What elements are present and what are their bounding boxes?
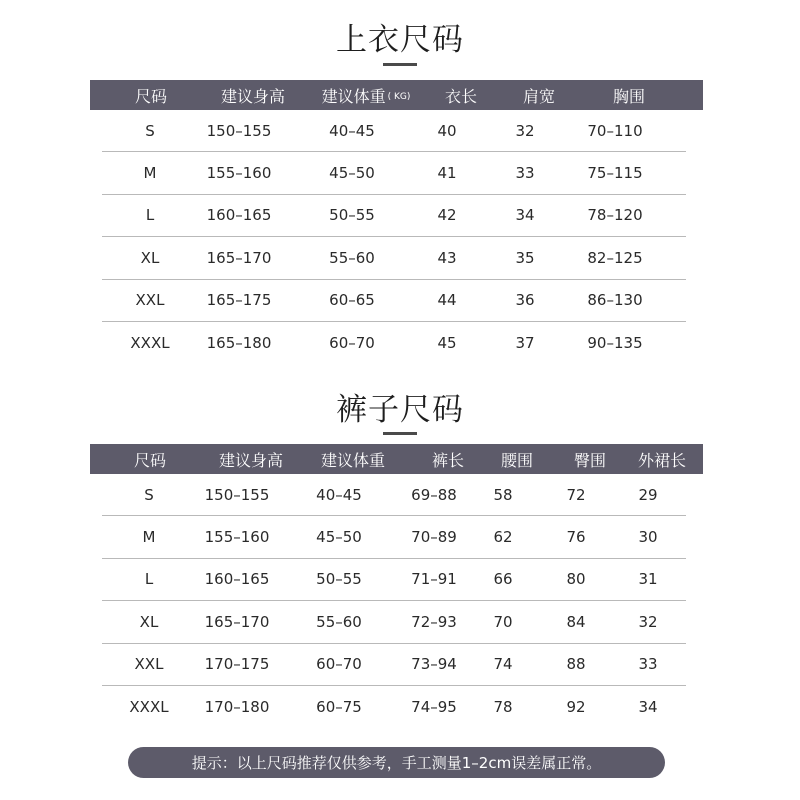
top-cell-weight: 40–45 <box>329 121 375 140</box>
bottom-cell-weight: 40–45 <box>316 485 362 504</box>
bottom-cell-length: 69–88 <box>411 485 457 504</box>
top-header-chest: 胸围 <box>612 86 645 106</box>
bottom-cell-hip: 84 <box>566 612 586 631</box>
bottom-cell-hip: 76 <box>566 528 586 547</box>
bottom-cell-hip: 88 <box>566 655 586 674</box>
top-cell-length: 45 <box>437 333 457 352</box>
top-cell-shoulder: 32 <box>515 121 535 140</box>
top-cell-size: XXL <box>135 291 165 310</box>
top-cell-height: 155–160 <box>206 164 272 183</box>
bottom-cell-skirt-length: 32 <box>638 612 658 631</box>
bottom-cell-waist: 66 <box>493 570 513 589</box>
top-cell-shoulder: 33 <box>515 164 535 183</box>
bottom-cell-height: 150–155 <box>204 485 270 504</box>
top-cell-size: M <box>143 164 157 183</box>
bottom-cell-length: 71–91 <box>411 570 457 589</box>
bottom-table-row <box>102 686 686 727</box>
top-cell-chest: 78–120 <box>587 206 643 225</box>
top-cell-chest: 86–130 <box>587 291 643 310</box>
top-table-row <box>102 152 686 194</box>
top-cell-weight: 60–70 <box>329 333 375 352</box>
top-table-row <box>102 280 686 322</box>
bottom-cell-weight: 45–50 <box>316 528 362 547</box>
top-cell-chest: 90–135 <box>587 333 643 352</box>
top-table-row <box>102 237 686 279</box>
top-cell-height: 150–155 <box>206 121 272 140</box>
top-header-weight-label: 建议体重 <box>321 86 386 106</box>
top-cell-height: 165–180 <box>206 333 272 352</box>
bottom-cell-hip: 92 <box>566 697 586 716</box>
top-header-length: 衣长 <box>444 86 477 106</box>
bottom-table-row <box>102 559 686 601</box>
bottom-cell-size: XXXL <box>129 697 169 716</box>
bottom-header-hip: 臀围 <box>573 450 606 470</box>
top-title-underline <box>383 63 417 66</box>
bottom-header-height: 建议身高 <box>218 450 283 470</box>
bottom-cell-height: 170–180 <box>204 697 270 716</box>
top-header-height: 建议身高 <box>220 86 285 106</box>
bottom-cell-length: 73–94 <box>411 655 457 674</box>
bottom-cell-waist: 70 <box>493 612 513 631</box>
bottom-header-weight: 建议体重 <box>320 450 385 470</box>
bottom-cell-hip: 72 <box>566 485 586 504</box>
top-header-weight <box>294 84 438 107</box>
top-cell-size: XL <box>140 248 160 267</box>
top-cell-shoulder: 36 <box>515 291 535 310</box>
top-cell-chest: 82–125 <box>587 248 643 267</box>
top-cell-chest: 75–115 <box>587 164 643 183</box>
top-table-row <box>102 110 686 152</box>
top-size-table <box>90 80 703 363</box>
top-cell-height: 165–170 <box>206 248 272 267</box>
bottom-cell-skirt-length: 29 <box>638 485 658 504</box>
top-cell-height: 160–165 <box>206 206 272 225</box>
bottom-cell-waist: 78 <box>493 697 513 716</box>
top-cell-weight: 55–60 <box>329 248 375 267</box>
bottom-cell-skirt-length: 33 <box>638 655 658 674</box>
top-cell-size: XXXL <box>130 333 170 352</box>
bottom-table-row <box>102 474 686 516</box>
bottom-cell-size: XL <box>139 612 159 631</box>
bottom-cell-weight: 60–75 <box>316 697 362 716</box>
top-cell-length: 43 <box>437 248 457 267</box>
top-section-title: 上衣尺码 <box>336 22 464 58</box>
bottom-table-row <box>102 601 686 643</box>
bottom-cell-length: 70–89 <box>411 528 457 547</box>
bottom-cell-weight: 50–55 <box>316 570 362 589</box>
bottom-cell-height: 155–160 <box>204 528 270 547</box>
top-cell-weight: 45–50 <box>329 164 375 183</box>
bottom-header-size: 尺码 <box>133 450 166 470</box>
bottom-cell-size: S <box>144 485 154 504</box>
bottom-table-header <box>90 444 703 474</box>
bottom-cell-size: L <box>144 570 154 589</box>
top-cell-size: S <box>145 121 155 140</box>
top-cell-weight: 60–65 <box>329 291 375 310</box>
top-cell-shoulder: 35 <box>515 248 535 267</box>
top-header-size: 尺码 <box>134 86 167 106</box>
top-cell-chest: 70–110 <box>587 121 643 140</box>
top-cell-weight: 50–55 <box>329 206 375 225</box>
bottom-cell-length: 72–93 <box>411 612 457 631</box>
size-tip-banner: 提示：以上尺码推荐仅供参考，手工测量1–2cm误差属正常。 <box>128 747 665 778</box>
bottom-cell-weight: 55–60 <box>316 612 362 631</box>
top-cell-height: 165–175 <box>206 291 272 310</box>
top-table-row <box>102 322 686 363</box>
top-header-weight-unit: ( KG) <box>387 92 411 102</box>
bottom-cell-waist: 58 <box>493 485 513 504</box>
bottom-cell-height: 170–175 <box>204 655 270 674</box>
bottom-cell-height: 165–170 <box>204 612 270 631</box>
top-table-body <box>90 110 703 363</box>
bottom-table-body <box>90 474 703 727</box>
top-cell-shoulder: 34 <box>515 206 535 225</box>
bottom-cell-weight: 60–70 <box>316 655 362 674</box>
bottom-cell-hip: 80 <box>566 570 586 589</box>
bottom-cell-skirt-length: 34 <box>638 697 658 716</box>
bottom-cell-skirt-length: 31 <box>638 570 658 589</box>
bottom-title-underline <box>383 432 417 435</box>
top-cell-shoulder: 37 <box>515 333 535 352</box>
bottom-cell-skirt-length: 30 <box>638 528 658 547</box>
top-cell-length: 40 <box>437 121 457 140</box>
bottom-header-waist: 腰围 <box>500 450 533 470</box>
bottom-cell-waist: 62 <box>493 528 513 547</box>
bottom-cell-length: 74–95 <box>411 697 457 716</box>
bottom-table-row <box>102 644 686 686</box>
top-cell-size: L <box>145 206 155 225</box>
top-cell-length: 42 <box>437 206 457 225</box>
top-table-header <box>90 80 703 110</box>
top-header-shoulder: 肩宽 <box>522 86 555 106</box>
bottom-cell-size: M <box>142 528 156 547</box>
bottom-header-skirt-length: 外裙长 <box>637 450 686 470</box>
bottom-cell-height: 160–165 <box>204 570 270 589</box>
bottom-section-title: 裤子尺码 <box>336 392 464 428</box>
bottom-header-length: 裤长 <box>431 450 464 470</box>
top-cell-length: 44 <box>437 291 457 310</box>
top-table-row <box>102 195 686 237</box>
bottom-cell-waist: 74 <box>493 655 513 674</box>
top-cell-length: 41 <box>437 164 457 183</box>
bottom-table-row <box>102 516 686 558</box>
bottom-size-table <box>90 444 703 727</box>
bottom-cell-size: XXL <box>134 655 164 674</box>
